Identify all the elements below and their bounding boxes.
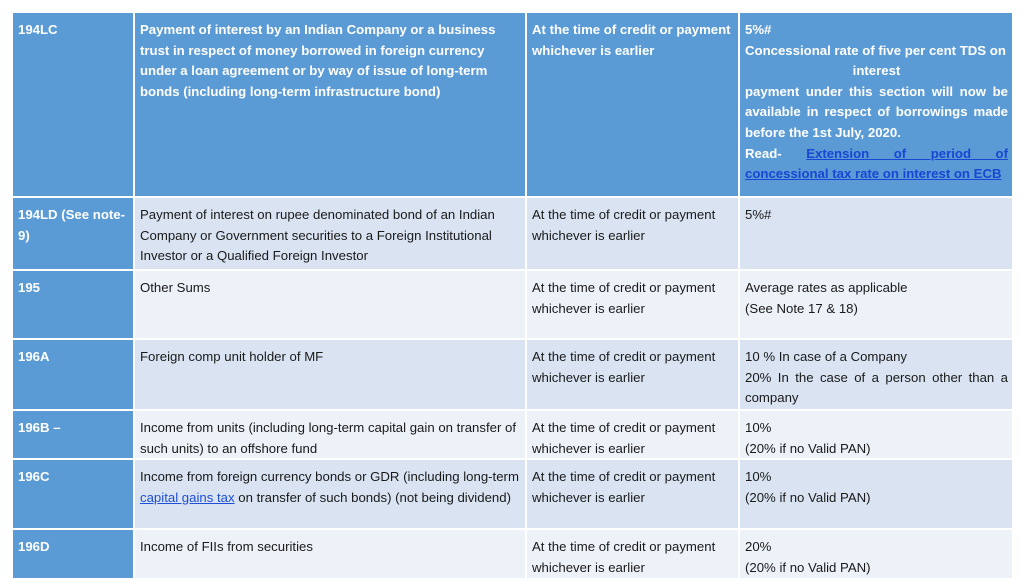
read-prefix: Read-: [745, 145, 782, 161]
ecb-extension-link[interactable]: Extension of period of concessional tax rate on interest on ECB: [745, 145, 1009, 182]
section-cell: 196C: [13, 460, 133, 528]
nature-cell: Income of FIIs from securities: [135, 530, 525, 578]
rate-cell: [740, 340, 1012, 409]
nature-text: Income from foreign currency bonds or GDR (including long-term: [140, 469, 519, 484]
rate-note: (20% if no Valid PAN): [745, 489, 871, 505]
nature-cell: Other Sums: [135, 271, 525, 338]
section-cell: 196B –: [13, 411, 133, 458]
time-cell: At the time of credit or payment whichever is earlier: [527, 411, 738, 458]
rate-cell: 5%#: [740, 198, 1012, 269]
time-cell: At the time of credit or payment whichever is earlier: [527, 530, 738, 578]
rate-text: 20%: [745, 539, 772, 554]
rate-text: 5%#: [745, 22, 772, 37]
rate-cell: [740, 530, 1012, 578]
tds-rates-table: [13, 13, 1009, 575]
time-cell: At the time of credit or payment whichever is earlier: [527, 198, 738, 269]
section-cell: 195: [13, 271, 133, 338]
time-cell: At the time of credit or payment whichever is earlier: [527, 13, 738, 196]
section-cell: 194LD (See note-9): [13, 198, 133, 269]
rate-cell: [740, 271, 1012, 338]
rate-text: 10%: [745, 469, 772, 484]
rate-text: 10 % In case of a Company: [745, 349, 908, 364]
nature-cell: Payment of interest by an Indian Company or a business trust in respect of money borrowed in foreign currency under a loan agreement or by way of issue of long-term bonds (including long-term infrastructure bond): [135, 13, 525, 196]
capital-gains-tax-link[interactable]: capital gains tax: [140, 489, 235, 505]
rate-cell: [740, 411, 1012, 458]
nature-cell: Payment of interest on rupee denominated bond of an Indian Company or Government securities to a Foreign Institutional Investor or a Qualified Foreign Investor: [135, 198, 525, 269]
rate-text: interest: [852, 63, 901, 79]
nature-cell: Foreign comp unit holder of MF: [135, 340, 525, 409]
rate-cell: [740, 460, 1012, 528]
section-cell: 196D: [13, 530, 133, 578]
nature-cell: [135, 460, 525, 528]
rate-note: (See Note 17 & 18): [745, 300, 858, 316]
section-cell: 194LC: [13, 13, 133, 196]
time-cell: At the time of credit or payment whichever is earlier: [527, 460, 738, 528]
rate-cell: [740, 13, 1012, 196]
rate-note: (20% if no Valid PAN): [745, 440, 871, 456]
nature-cell: Income from units (including long-term capital gain on transfer of such units) to an offshore fund: [135, 411, 525, 458]
time-cell: At the time of credit or payment whichever is earlier: [527, 271, 738, 338]
rate-text: Average rates as applicable: [745, 280, 908, 295]
section-cell: 196A: [13, 340, 133, 409]
rate-text: 20% In the case of a person other than a company: [745, 369, 1008, 406]
nature-text: on transfer of such bonds) (not being dividend): [238, 489, 511, 505]
read-more: [745, 144, 1008, 185]
rate-text: 10%: [745, 420, 772, 435]
rate-text: payment under this section will now be available in respect of borrowings made before the 1st July, 2020.: [745, 83, 1008, 140]
rate-text: Concessional rate of five per cent TDS on: [745, 42, 1006, 58]
time-cell: At the time of credit or payment whichever is earlier: [527, 340, 738, 409]
rate-note: (20% if no Valid PAN): [745, 559, 871, 575]
